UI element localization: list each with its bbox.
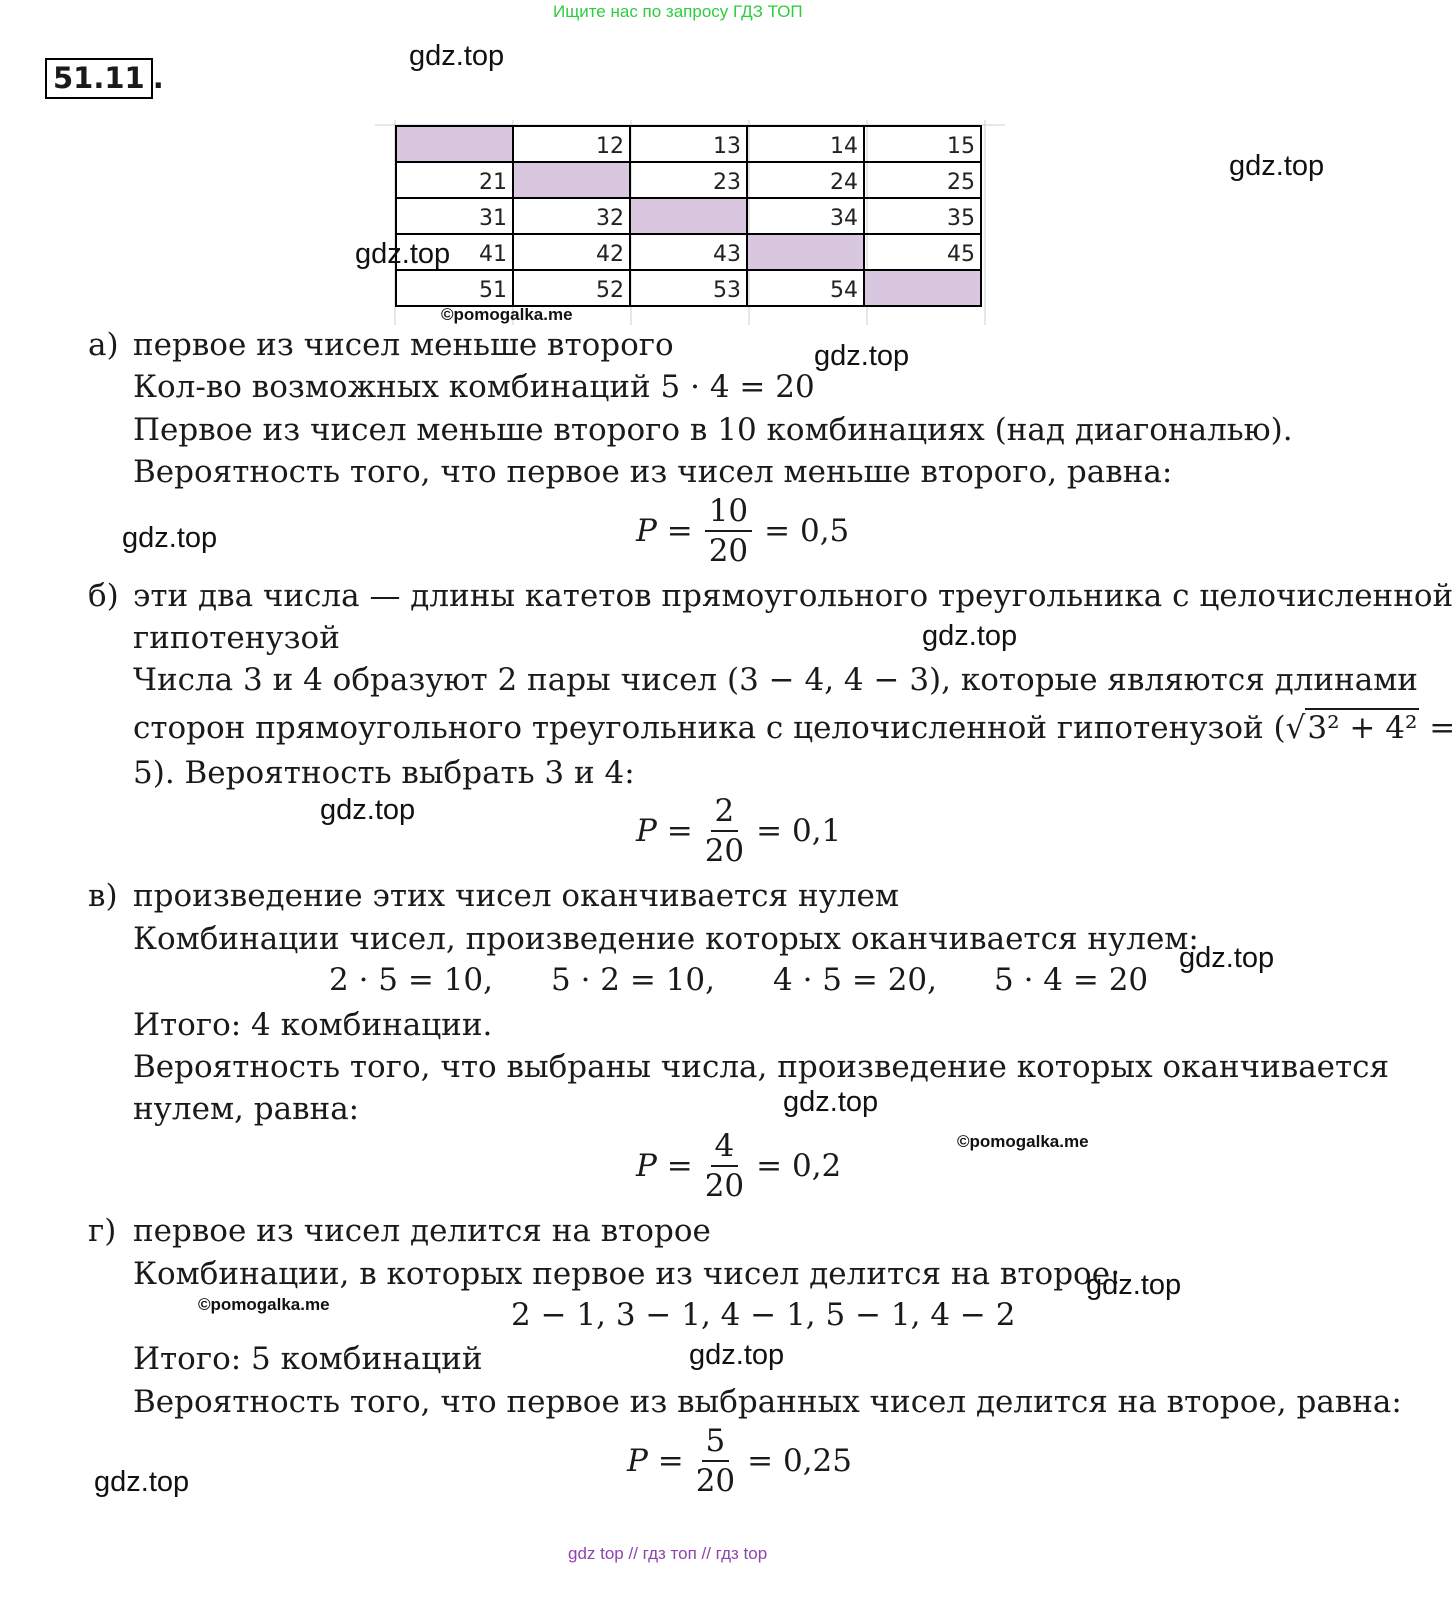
watermark: gdz.top — [1179, 942, 1275, 974]
problem-number-box — [45, 61, 164, 95]
table-cell: 14 — [747, 126, 864, 162]
table-cell: 31 — [396, 198, 513, 234]
fraction-numerator: 2 — [711, 794, 739, 832]
formula-p: P = — [636, 1148, 693, 1184]
part-b-line1-a: Числа 3 и 4 образуют 2 пары чисел — [133, 662, 718, 698]
watermark: gdz.top — [320, 794, 416, 826]
part-a-line1-text: Кол-во возможных комбинаций — [133, 369, 651, 405]
part-a-label: а) — [88, 327, 119, 363]
table-cell: 53 — [630, 270, 747, 306]
fraction-denominator: 20 — [708, 533, 749, 569]
part-b-label: б) — [88, 578, 119, 614]
part-b-line1-math: (3 − 4, 4 − 3) — [727, 662, 942, 698]
fraction — [705, 794, 744, 868]
table-cell: 23 — [630, 162, 747, 198]
fraction — [705, 1129, 744, 1203]
part-g-formula — [627, 1424, 852, 1498]
part-a-formula — [636, 494, 849, 568]
formula-result: = 0,25 — [747, 1443, 852, 1479]
part-a-line3: Вероятность того, что первое из чисел меньше второго, равна: — [133, 454, 1173, 490]
combinations-table — [395, 125, 982, 307]
part-b-formula — [636, 794, 841, 868]
fraction-denominator: 20 — [695, 1463, 736, 1499]
part-a-title: первое из чисел меньше второго — [133, 327, 674, 363]
part-g-line2: Итого: 5 комбинаций — [133, 1341, 483, 1377]
watermark: gdz.top — [922, 620, 1018, 652]
watermark: gdz.top — [355, 238, 451, 270]
part-v-line1: Комбинации чисел, произведение которых оканчивается нулем: — [133, 921, 1199, 957]
table-cell: 35 — [864, 198, 981, 234]
table-cell-diagonal — [864, 270, 981, 306]
table-row — [396, 198, 981, 234]
table-cell: 24 — [747, 162, 864, 198]
table-cell: 32 — [513, 198, 630, 234]
part-v-eq-4: 5 · 4 = 20 — [994, 962, 1149, 998]
watermark: gdz.top — [94, 1466, 190, 1498]
formula-p: P = — [636, 813, 693, 849]
problem-number-dot: . — [152, 61, 164, 95]
formula-result: = 0,2 — [756, 1148, 842, 1184]
fraction-numerator: 10 — [705, 494, 752, 532]
part-g-title: первое из чисел делится на второе — [133, 1213, 711, 1249]
table-cell-diagonal — [396, 126, 513, 162]
watermark: gdz.top — [122, 522, 218, 554]
part-v-eq-3: 4 · 5 = 20, — [773, 962, 937, 998]
fraction-denominator: 20 — [704, 1168, 745, 1204]
watermark: gdz.top — [814, 340, 910, 372]
part-g-label: г) — [88, 1213, 117, 1249]
fraction-denominator: 20 — [704, 833, 745, 869]
part-v-formula — [636, 1129, 841, 1203]
formula-p: P = — [636, 513, 693, 549]
table-cell: 52 — [513, 270, 630, 306]
part-v-title: произведение этих чисел оканчивается нулем — [133, 878, 900, 914]
table-cell: 42 — [513, 234, 630, 270]
watermark: gdz.top — [783, 1086, 879, 1118]
part-v-line3: Вероятность того, что выбраны числа, произведение которых оканчивается — [133, 1049, 1390, 1085]
watermark: gdz.top — [689, 1339, 785, 1371]
table-row — [396, 234, 981, 270]
table-cell: 41 — [396, 234, 513, 270]
table-cell: 45 — [864, 234, 981, 270]
part-b-line1 — [133, 661, 1418, 699]
table-cell-diagonal — [630, 198, 747, 234]
fraction-numerator: 5 — [702, 1424, 730, 1462]
watermark: gdz.top — [1086, 1269, 1182, 1301]
part-a-line2: Первое из чисел меньше второго в 10 комбинациях (над диагональю). — [133, 412, 1293, 448]
table-cell-diagonal — [513, 162, 630, 198]
part-b-title2: гипотенузой — [133, 620, 340, 656]
table-cell: 21 — [396, 162, 513, 198]
table-cell-diagonal — [747, 234, 864, 270]
fraction-numerator: 4 — [711, 1129, 739, 1167]
part-b-line2 — [133, 709, 1455, 747]
table-cell: 43 — [630, 234, 747, 270]
table-cell: 12 — [513, 126, 630, 162]
part-b-line2-eq: = — [1419, 710, 1455, 746]
site-banner: Ищите нас по запросу ГДЗ ТОП — [553, 2, 803, 21]
part-g-line1: Комбинации, в которых первое из чисел делится на второе: — [133, 1256, 1121, 1292]
table-cell: 15 — [864, 126, 981, 162]
part-b-line3: 5). Вероятность выбрать 3 и 4: — [133, 755, 635, 791]
part-a-line1 — [133, 368, 815, 406]
watermark: gdz.top — [409, 40, 505, 72]
table-row — [396, 162, 981, 198]
watermark-pomogalka: ©pomogalka.me — [441, 305, 573, 324]
watermark: gdz.top — [1229, 150, 1325, 182]
table-row — [396, 126, 981, 162]
formula-result: = 0,5 — [764, 513, 850, 549]
footer: gdz top // гдз топ // гдз top — [568, 1544, 768, 1563]
table-cell: 54 — [747, 270, 864, 306]
table-cell: 25 — [864, 162, 981, 198]
formula-p: P = — [627, 1443, 684, 1479]
formula-result: = 0,1 — [756, 813, 842, 849]
part-v-eq-2: 5 · 2 = 10, — [551, 962, 715, 998]
watermark-pomogalka: ©pomogalka.me — [957, 1132, 1089, 1151]
part-a-line1-math: 5 · 4 = 20 — [660, 369, 815, 405]
table-cell: 34 — [747, 198, 864, 234]
part-v-eq-1: 2 · 5 = 10, — [329, 962, 493, 998]
part-g-line3: Вероятность того, что первое из выбранных чисел делится на второе, равна: — [133, 1384, 1402, 1420]
table-cell: 51 — [396, 270, 513, 306]
part-b-line2-a: сторон прямоугольного треугольника с целочисленной гипотенузой ( — [133, 710, 1286, 746]
sqrt-radicand: 3² + 4² — [1307, 710, 1418, 746]
table-row — [396, 270, 981, 306]
fraction — [705, 494, 752, 568]
table-cell: 13 — [630, 126, 747, 162]
part-g-combos: 2 − 1, 3 − 1, 4 − 1, 5 − 1, 4 − 2 — [511, 1297, 1016, 1333]
part-v-line2: Итого: 4 комбинации. — [133, 1007, 493, 1043]
part-v-line4: нулем, равна: — [133, 1091, 360, 1127]
fraction — [696, 1424, 735, 1498]
sqrt-sign: √ — [1285, 710, 1306, 746]
watermark-pomogalka: ©pomogalka.me — [198, 1295, 330, 1314]
problem-number: 51.11 — [45, 58, 153, 99]
part-b-title1: эти два числа — длины катетов прямоугольного треугольника с целочисленной — [133, 578, 1454, 614]
part-b-line1-b: , которые являются длинами — [941, 662, 1418, 698]
part-v-label: в) — [88, 878, 118, 914]
